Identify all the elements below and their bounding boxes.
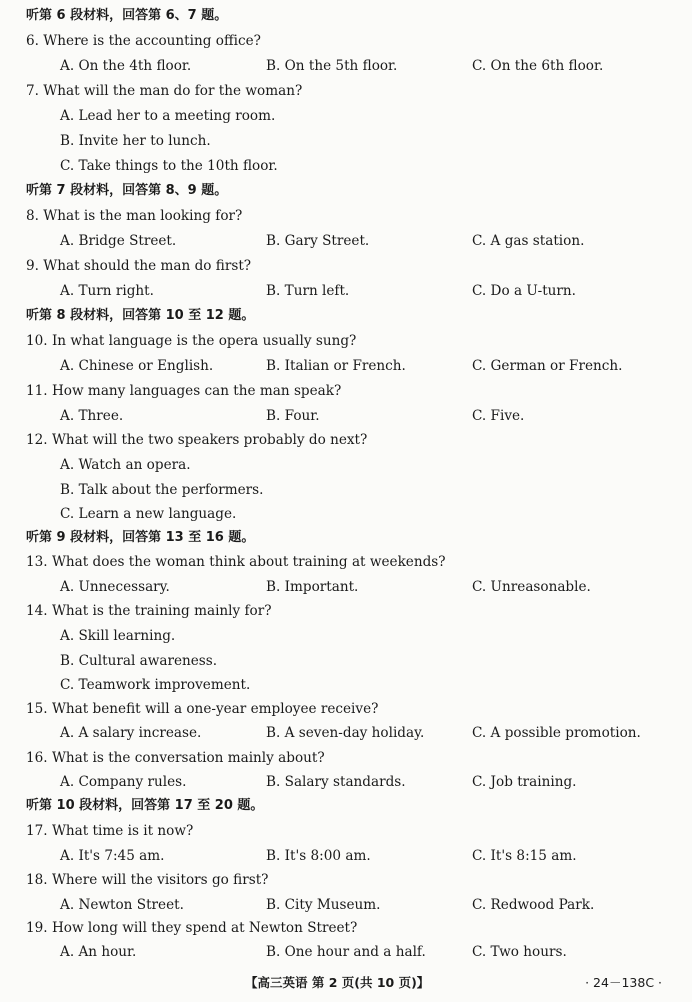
option-b: B. Cultural awareness. — [60, 653, 218, 669]
page-number-label: 【高三英语 第 2 页(共 10 页)】 — [245, 975, 430, 990]
option-b: B. It's 8:00 am. — [266, 848, 371, 864]
option-b: B. On the 5th floor. — [266, 58, 398, 74]
options-15 — [60, 722, 674, 744]
option-b: B. Salary standards. — [266, 774, 406, 790]
section-heading: 听第 8 段材料，回答第 10 至 12 题。 — [26, 308, 255, 323]
option-b: B. Four. — [266, 408, 320, 424]
option-c: C. Learn a new language. — [60, 506, 237, 522]
option-a: A. Company rules. — [60, 774, 187, 790]
options-8 — [60, 230, 674, 252]
option-b: B. Italian or French. — [266, 358, 406, 374]
option-a: A. Bridge Street. — [60, 233, 177, 249]
option-c: C. Do a U-turn. — [472, 283, 576, 299]
option-c: C. Teamwork improvement. — [60, 677, 251, 693]
option-c: C. Five. — [472, 408, 525, 424]
question-7: 7. What will the man do for the woman? — [26, 83, 303, 99]
options-10 — [60, 355, 674, 377]
option-c: C. It's 8:15 am. — [472, 848, 577, 864]
options-18 — [60, 894, 674, 916]
option-b: B. Turn left. — [266, 283, 350, 299]
question-11: 11. How many languages can the man speak? — [26, 383, 342, 399]
options-16 — [60, 771, 674, 793]
question-19: 19. How long will they spend at Newton Street? — [26, 920, 358, 936]
option-c: C. A gas station. — [472, 233, 585, 249]
options-6 — [60, 55, 674, 77]
option-a: A. Watch an opera. — [60, 457, 191, 473]
question-6: 6. Where is the accounting office? — [26, 33, 261, 49]
option-b: B. One hour and a half. — [266, 944, 426, 960]
question-9: 9. What should the man do first? — [26, 258, 252, 274]
question-16: 16. What is the conversation mainly about? — [26, 750, 325, 766]
question-8: 8. What is the man looking for? — [26, 208, 243, 224]
option-a: A. A salary increase. — [60, 725, 202, 741]
options-19 — [60, 941, 674, 963]
options-17 — [60, 845, 674, 867]
option-c: C. Two hours. — [472, 944, 567, 960]
option-b: B. Gary Street. — [266, 233, 370, 249]
question-13: 13. What does the woman think about training at weekends? — [26, 554, 446, 570]
option-a: A. It's 7:45 am. — [60, 848, 165, 864]
option-b: B. City Museum. — [266, 897, 381, 913]
option-b: B. Talk about the performers. — [60, 482, 264, 498]
question-17: 17. What time is it now? — [26, 823, 194, 839]
question-18: 18. Where will the visitors go first? — [26, 872, 269, 888]
page-footer — [0, 972, 692, 994]
option-c: C. Job training. — [472, 774, 577, 790]
options-11 — [60, 405, 674, 427]
option-a: A. An hour. — [60, 944, 137, 960]
option-b: B. A seven-day holiday. — [266, 725, 425, 741]
option-a: A. On the 4th floor. — [60, 58, 192, 74]
option-a: A. Unnecessary. — [60, 579, 170, 595]
option-c: C. German or French. — [472, 358, 623, 374]
options-9 — [60, 280, 674, 302]
option-c: C. A possible promotion. — [472, 725, 641, 741]
option-a: A. Newton Street. — [60, 897, 184, 913]
option-b: B. Invite her to lunch. — [60, 133, 211, 149]
question-12: 12. What will the two speakers probably do next? — [26, 432, 368, 448]
option-c: C. Redwood Park. — [472, 897, 595, 913]
question-15: 15. What benefit will a one-year employee receive? — [26, 701, 379, 717]
option-b: B. Important. — [266, 579, 359, 595]
section-heading: 听第 10 段材料，回答第 17 至 20 题。 — [26, 798, 264, 813]
option-c: C. Take things to the 10th floor. — [60, 158, 278, 174]
option-c: C. On the 6th floor. — [472, 58, 604, 74]
option-c: C. Unreasonable. — [472, 579, 591, 595]
section-heading: 听第 6 段材料，回答第 6、7 题。 — [26, 8, 228, 23]
option-a: A. Skill learning. — [60, 628, 176, 644]
question-14: 14. What is the training mainly for? — [26, 603, 272, 619]
option-a: A. Three. — [60, 408, 124, 424]
option-a: A. Chinese or English. — [60, 358, 214, 374]
question-10: 10. In what language is the opera usually sung? — [26, 333, 357, 349]
exam-code: · 24－138C · — [585, 975, 662, 990]
section-heading: 听第 9 段材料，回答第 13 至 16 题。 — [26, 530, 255, 545]
section-heading: 听第 7 段材料，回答第 8、9 题。 — [26, 183, 228, 198]
option-a: A. Turn right. — [60, 283, 154, 299]
option-a: A. Lead her to a meeting room. — [60, 108, 276, 124]
options-13 — [60, 576, 674, 598]
